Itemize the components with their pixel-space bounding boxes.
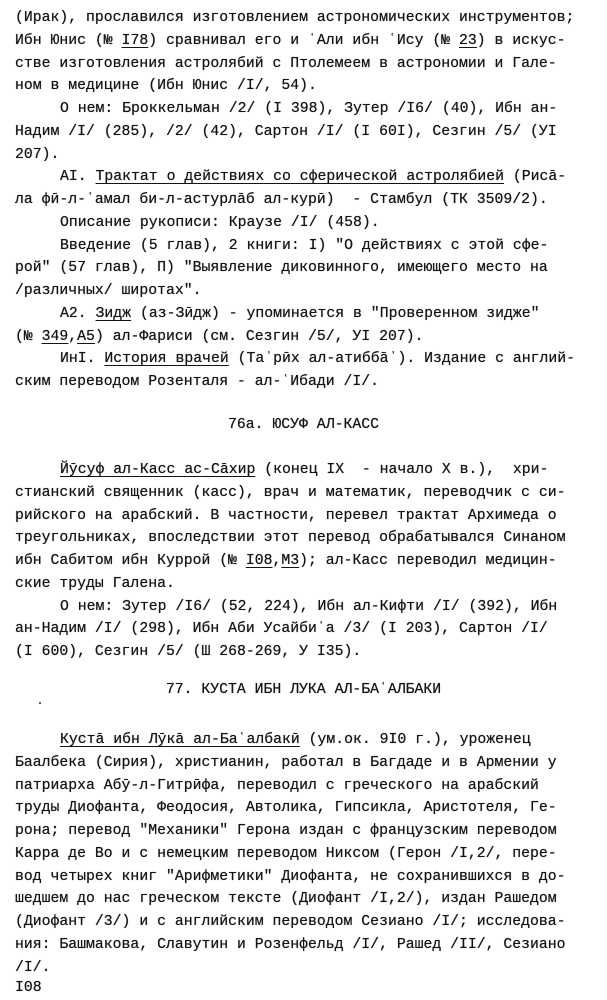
text-run: патриарха Абӯ-л-Гитрӣфа, переводил с греческого на арабский <box>15 777 539 794</box>
page-number: I08 <box>15 980 42 996</box>
text-line <box>15 326 597 349</box>
text-run: AI. <box>60 169 96 186</box>
text-run: Баалбека (Сирия), христианин, работал в Багдаде и в Армении у <box>15 754 557 771</box>
text-run: (аз-Зӣдж) - упоминается в "Проверенном зидже" <box>131 305 540 322</box>
text-run: треугольниках, впоследствии этот перевод обрабатывался Синаном <box>15 530 566 547</box>
text-line <box>15 957 597 980</box>
text-run: (Диофант /3/) и с английским переводом Сезиано /I/; исследова- <box>15 914 566 930</box>
text-run: ла фӣ-л-ʿамал би-л-астурлāб ал-курӣ) - Стамбул (ТК 3509/2). <box>15 192 548 208</box>
text-line <box>15 729 597 752</box>
text-run: О нем: Броккельман /2/ (I 398), Зутер /I6/ (40), Ибн ан- <box>60 101 558 117</box>
paragraph <box>15 166 597 212</box>
text-run: рой" (57 глав), П) "Выявление диковинного, имеющего место на <box>15 260 548 277</box>
section-qusta-ibn-luqa <box>15 729 597 979</box>
text-line <box>15 911 597 934</box>
text-run: (Рисā- <box>504 169 567 186</box>
text-run: ан-Надим /I/ (298), Ибн Аби Усайбиʿа /3/ (I 203), Сартон /I/ <box>15 621 548 638</box>
text-run: ИнI. <box>60 351 105 368</box>
text-line <box>15 482 597 505</box>
paragraph <box>15 348 597 394</box>
text-run: /различных/ широтах". <box>15 283 202 299</box>
underlined-title: Кустā ибн Лӯкā ал-Баʿалбакӣ <box>60 732 300 748</box>
text-line <box>15 550 597 573</box>
text-run: О нем: Зутер /I6/ (52, 224), Ибн ал-Кифти /I/ (392), Ибн <box>60 598 558 615</box>
underlined-title: Зидж <box>95 305 132 322</box>
text-line <box>15 166 597 189</box>
text-run: (№ <box>15 328 42 345</box>
text-line <box>15 505 597 528</box>
text-run: A2. <box>60 305 96 322</box>
text-run: ибн Сабитом ибн Куррой (№ <box>15 553 246 569</box>
text-run: (конец IX - начало X в.), хри- <box>255 462 549 478</box>
text-run: , <box>272 553 282 569</box>
paragraph <box>15 235 597 303</box>
text-line <box>15 98 597 121</box>
text-line <box>15 144 597 167</box>
stray-mark <box>39 702 41 704</box>
text-run: ским переводом Розенталя - ал-ʿИбади /I/. <box>15 374 380 390</box>
heading-77-qusta-ibn-luqa: 77. КУСТА ИБН ЛУКА АЛ-БАʿАЛБАКИ <box>165 682 442 698</box>
text-run: Ибн Юнис (№ <box>15 32 122 49</box>
paragraph <box>15 729 597 979</box>
text-line <box>15 752 597 775</box>
text-run: ) сравнивал его и ʿАли ибн ʿИсу (№ <box>148 32 459 49</box>
paragraph <box>15 459 597 596</box>
underlined-title: Йӯсуф ал-Касс ас-Сāхир <box>60 462 256 478</box>
text-line <box>15 30 597 53</box>
text-line <box>15 235 597 258</box>
text-run: (ум.ок. 9I0 г.), уроженец <box>299 732 531 748</box>
text-run: стве изготовления астролябий с Птолемеем в астрономии и Гале- <box>15 55 557 72</box>
text-line <box>15 121 597 144</box>
section-astrolabe-maker <box>15 7 597 394</box>
underlined-title: A5 <box>77 328 95 345</box>
paragraph <box>15 212 597 235</box>
underlined-title: Трактат о действиях со сферической астролябией <box>95 169 504 186</box>
text-run: стианский священник (касс), врач и математик, переводчик с си- <box>15 484 566 501</box>
text-run: (Ирак), прославился изготовлением астрономических инструментов; <box>15 10 575 26</box>
text-line <box>15 53 597 76</box>
text-run: ном в медицине (Ибн Юнис /I/, 54). <box>15 78 317 95</box>
underlined-title: I78 <box>121 32 149 49</box>
text-run: ) ал-Фариси (см. Сезгин /5/, УI 207). <box>94 328 424 345</box>
text-line <box>15 641 597 664</box>
text-line <box>15 573 597 596</box>
paragraph <box>15 596 597 664</box>
text-line <box>15 934 597 957</box>
text-run: рона; перевод "Механики" Герона издан с французским переводом <box>15 823 557 839</box>
text-line <box>15 866 597 889</box>
text-line <box>15 189 597 212</box>
text-run: (Таʾрӣх ал-атиббāʾ). Издание с англий- <box>228 351 576 368</box>
text-line <box>15 371 597 394</box>
text-line <box>15 775 597 798</box>
paragraph <box>15 303 597 349</box>
underlined-title: M3 <box>281 553 300 569</box>
text-line <box>15 596 597 619</box>
text-line <box>15 888 597 911</box>
paragraph <box>15 7 597 98</box>
text-line <box>15 843 597 866</box>
text-run: ); ал-Касс переводил медицин- <box>299 553 557 569</box>
text-line <box>15 618 597 641</box>
text-line <box>15 820 597 843</box>
text-line <box>15 527 597 550</box>
text-line <box>15 257 597 280</box>
paragraph <box>15 98 597 166</box>
text-run: , <box>68 328 78 345</box>
text-run: рийского на арабский. В частности, перевел трактат Архимеда о <box>15 507 557 524</box>
text-run: Описание рукописи: Краузе /I/ (458). <box>60 214 380 231</box>
text-line <box>15 75 597 98</box>
underlined-title: 23 <box>459 32 477 49</box>
underlined-title: История врачей <box>104 351 229 368</box>
text-line <box>15 303 597 326</box>
text-run: ские труды Галена. <box>15 575 175 592</box>
text-line <box>15 280 597 303</box>
text-run: Надим /I/ (285), /2/ (42), Сартон /I/ (I 60I), Сезгин /5/ (УI <box>15 123 557 140</box>
text-run: шедшем до нас греческом тексте (Диофант /I,2/), издан Рашедом <box>15 891 557 908</box>
text-line <box>15 7 597 30</box>
text-run: 207). <box>15 146 60 163</box>
text-run: /I/. <box>15 959 51 976</box>
text-run: ния: Башмакова, Славутин и Розенфельд /I/, Рашед /II/, Сезиано <box>15 936 566 953</box>
text-line <box>15 459 597 482</box>
text-line <box>15 797 597 820</box>
heading-76a-yusuf-al-kass: 76а. ЮСУФ АЛ-КАСС <box>228 417 379 433</box>
text-run: Введение (5 глав), 2 книги: I) "О действиях с этой сфе- <box>60 237 549 254</box>
text-run: труды Диофанта, Феодосия, Автолика, Гипсикла, Аристотеля, Ге- <box>15 800 557 817</box>
text-run: ) в искус- <box>476 32 566 49</box>
text-run: (I 600), Сезгин /5/ (Ш 268-269, У I35). <box>15 644 362 660</box>
text-run: вод четырех книг "Арифметики" Диофанта, не сохранившихся в до- <box>15 868 566 885</box>
text-line <box>15 212 597 235</box>
section-yusuf-al-kass <box>15 459 597 664</box>
text-line <box>15 348 597 371</box>
underlined-title: 349 <box>41 328 69 345</box>
text-run: Карра де Во и с немецким переводом Никсом (Герон /I,2/, пере- <box>15 845 557 862</box>
underlined-title: I08 <box>245 553 273 569</box>
